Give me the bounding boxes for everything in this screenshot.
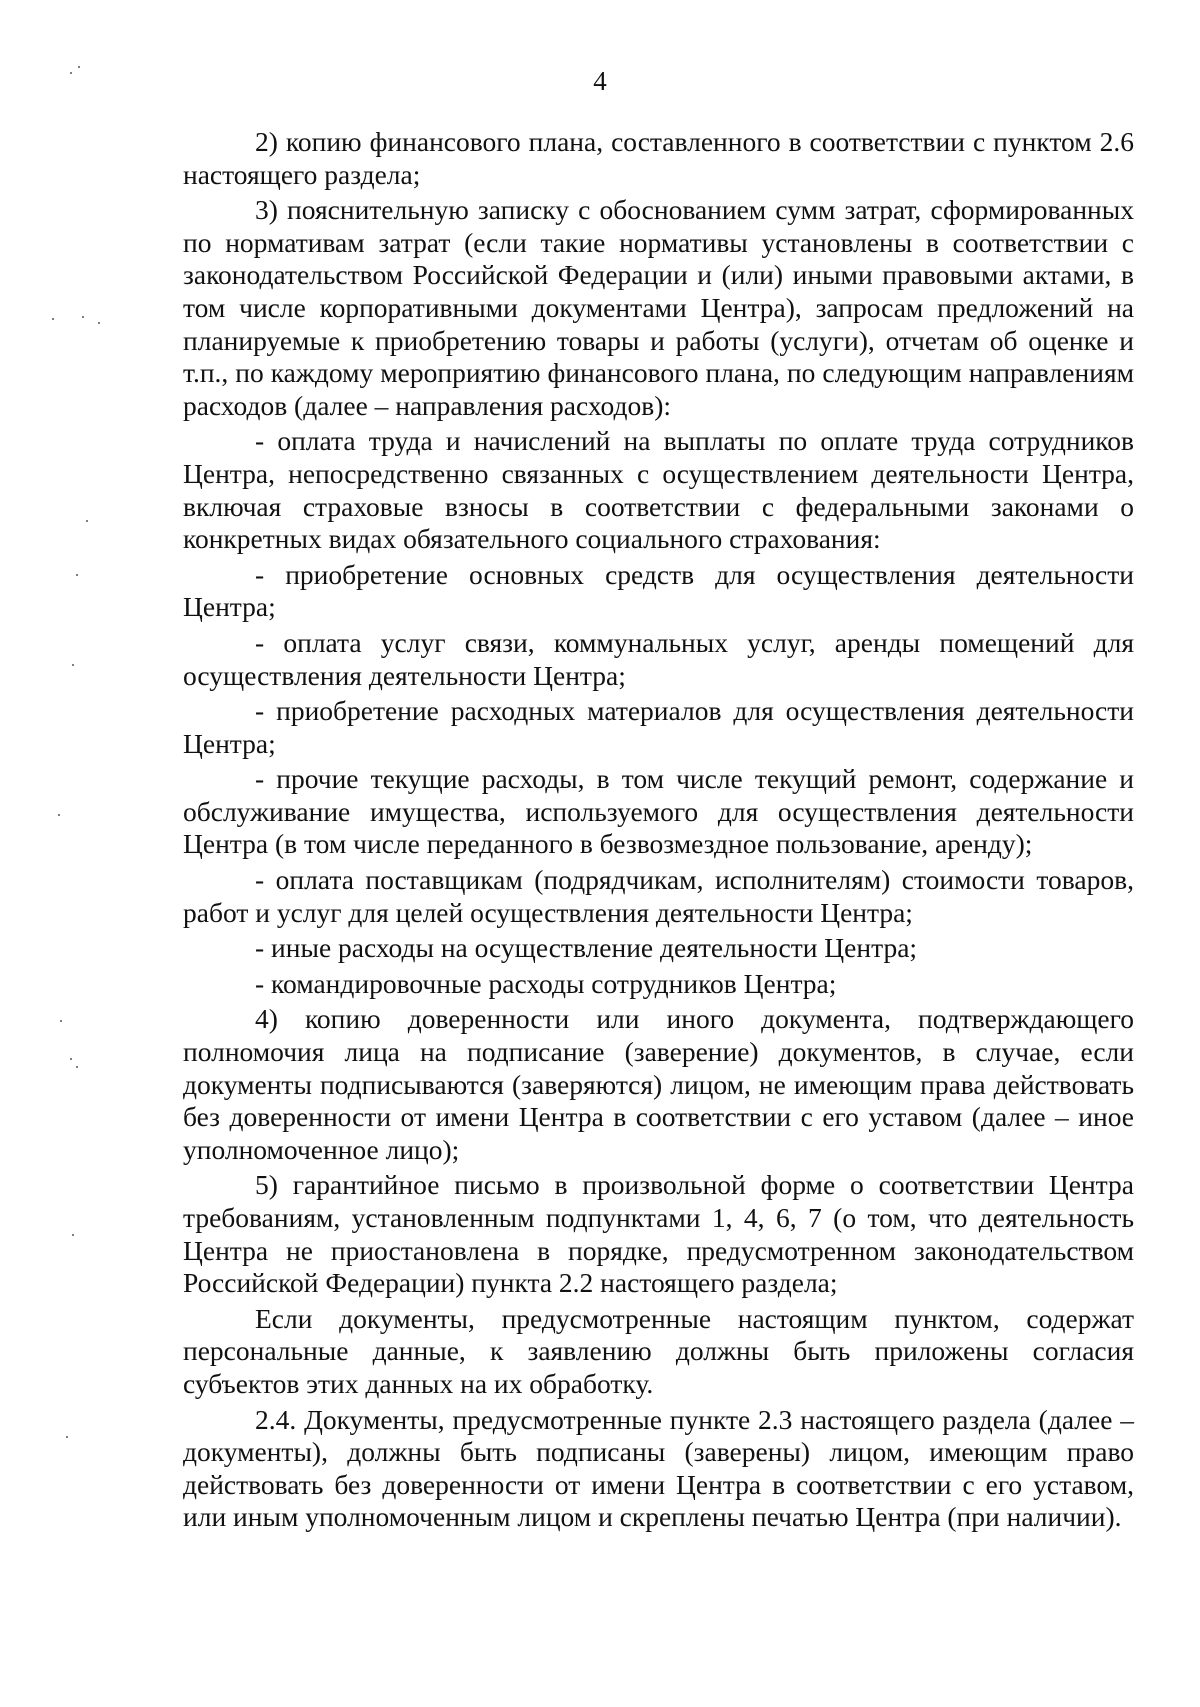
paragraph-item-2: 2) копию финансового плана, составленного в соответствии с пунктом 2.6 настоящего раздела; <box>183 126 1134 190</box>
scan-speck <box>72 1234 74 1236</box>
expense-item-services: - оплата услуг связи, коммунальных услуг, аренды помещений для осуществления деятельности Центра; <box>183 626 1134 691</box>
expense-item-travel: - командировочные расходы сотрудников Центра; <box>255 967 837 999</box>
expense-item-suppliers: - оплата поставщикам (подрядчикам, исполнителям) стоимости товаров, работ и услуг для целей осуществления деятельности Центра; <box>183 864 1134 928</box>
expense-item-current: - прочие текущие расходы, в том числе текущий ремонт, содержание и обслуживание имущества, используемого для осуществления деятельности Центра (в том числе переданного в безвозмездное пользование, аренду); <box>183 763 1134 860</box>
paragraph-item-3: 3) пояснительную записку с обоснованием сумм затрат, сформированных по нормативам затрат (если такие нормативы установлены в соответствии с законодательством Российской Федерации и (или) иными правовыми актами, в том числе корпоративными документами Центра), запросам предложений на планируемые к приобретению товары и работы (услуги), отчетам об оценке и т.п., по каждому мероприятию финансового плана, по следующим направлениям расходов (далее – направления расходов): <box>183 194 1134 421</box>
scan-speck <box>98 322 100 324</box>
scan-speck <box>82 316 84 318</box>
paragraph-item-5: 5) гарантийное письмо в произвольной форме о соответствии Центра требованиям, установленным подпунктами 1, 4, 6, 7 (о том, что деятельность Центра не приостановлена в порядке, предусмотренном законодательством Российской Федерации) пункта 2.2 настоящего раздела; <box>183 1169 1134 1299</box>
scan-margin-specks <box>0 0 120 1707</box>
scan-speck <box>86 520 88 522</box>
expense-item-materials: - приобретение расходных материалов для осуществления деятельности Центра; <box>183 695 1134 759</box>
scan-speck <box>76 574 78 576</box>
scan-speck <box>76 1066 78 1068</box>
scan-speck <box>66 1436 68 1438</box>
paragraph-section-2-4: 2.4. Документы, предусмотренные пункте 2.3 настоящего раздела (далее – документы), должны быть подписаны (заверены) лицом, имеющим право действовать без доверенности от имени Центра в соответствии с его уставом, или иным уполномоченным лицом и скреплены печатью Центра (при наличии). <box>183 1403 1134 1533</box>
expense-item-labor: - оплата труда и начислений на выплаты по оплате труда сотрудников Центра, непосредственно связанных с осуществлением деятельности Центра, включая страховые взносы в соответствии с федеральными законами о конкретных видах обязательного социального страхования: <box>183 425 1134 555</box>
document-body <box>183 126 1134 1534</box>
scan-speck <box>60 1020 62 1022</box>
expense-item-fixed-assets: - приобретение основных средств для осуществления деятельности Центра; <box>183 558 1134 623</box>
paragraph-item-4: 4) копию доверенности или иного документа, подтверждающего полномочия лица на подписание (заверение) документов, в случае, если документы подписываются (заверяются) лицом, не имеющим права действовать без доверенности от имени Центра в соответствии с его уставом (далее – иное уполномоченное лицо); <box>183 1003 1134 1165</box>
scan-speck <box>72 664 74 666</box>
scan-speck <box>52 318 54 320</box>
page-number: 4 <box>593 66 607 96</box>
scan-speck <box>58 814 60 816</box>
expense-item-other: - иные расходы на осуществление деятельности Центра; <box>255 932 918 964</box>
scan-speck <box>70 1058 72 1060</box>
paragraph-personal-data: Если документы, предусмотренные настоящим пунктом, содержат персональные данные, к заявлению должны быть приложены согласия субъектов этих данных на их обработку. <box>183 1302 1134 1399</box>
